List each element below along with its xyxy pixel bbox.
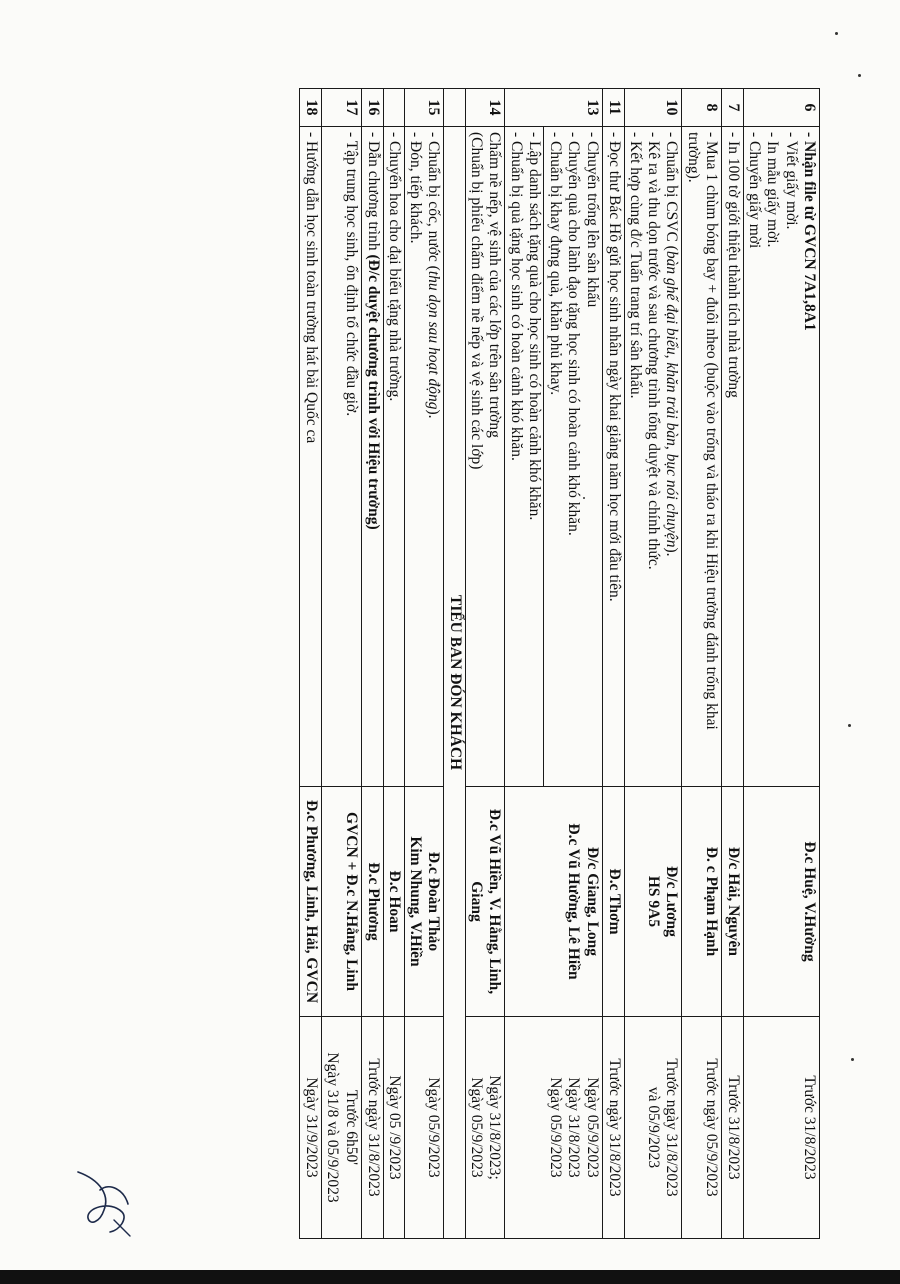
deadline-cell [300, 1017, 322, 1239]
deadline-text: Ngày 05/9/2023 [547, 1077, 565, 1178]
deadline-text: Trước ngày 31/8/2023 [663, 1058, 681, 1197]
table-row [383, 89, 404, 1239]
responsible-name: Đ/c Giang, Long [583, 847, 601, 956]
responsible-name: Đ/c Lương [663, 866, 681, 937]
deadline-text: Trước 6h50' [342, 1089, 360, 1166]
table-row [404, 89, 444, 1239]
assignment-table [299, 88, 820, 1239]
scan-speck [835, 32, 838, 35]
task-line: - Tập trung học sinh, ổn định tổ chức đầu giờ. [342, 132, 360, 417]
task-italic-note: thu dọn sau hoạt động [425, 270, 443, 410]
deadline-cell [743, 1017, 819, 1239]
table-row [465, 89, 505, 1239]
deadline-cell [505, 1017, 602, 1239]
responsible-name: GVCN + Đ.c N.Hằng, Linh [342, 812, 360, 991]
responsible-cell [722, 787, 744, 1017]
handwritten-signature [70, 1160, 140, 1240]
section-title: TIỂU BAN ĐÓN KHÁCH [444, 127, 465, 1239]
row-number: 15 [404, 89, 444, 127]
responsible-name: Đ.c Phương, Linh, Hải, GVCN [303, 799, 321, 1004]
deadline-text: Ngày 05/9/2023 [583, 1077, 601, 1178]
responsible-name: Đ.c Thơm [605, 868, 623, 935]
rotated-table-wrapper [110, 88, 820, 1238]
task-line: - Chuẩn bị quà tặng học sinh có hoàn cảnh khó khăn. [507, 132, 525, 461]
task-cell [743, 127, 819, 787]
responsible-cell [322, 787, 362, 1017]
row-number: 6 [743, 89, 819, 127]
task-cell [300, 127, 322, 787]
deadline-text: Ngày 31/8 và 05/9/2023 [324, 1052, 342, 1203]
responsible-cell [743, 787, 819, 1017]
row-number: 13 [505, 89, 602, 127]
row-number: 10 [624, 89, 682, 127]
responsible-name: Đ.c Phương [364, 862, 382, 941]
task-line: Chấm nề nếp, vệ sinh của các lớp trên sân trường [486, 132, 504, 438]
responsible-cell [602, 787, 624, 1017]
row-number: 11 [602, 89, 624, 127]
responsible-name: Kim Nhung, V.Hiền [407, 836, 425, 967]
scan-speck [858, 74, 861, 77]
deadline-cell [682, 1017, 722, 1239]
task-line: - Chuyển trống lên sân khấu [583, 132, 601, 308]
responsible-cell [465, 787, 505, 1017]
scan-speck [848, 724, 851, 727]
deadline-text: Trước 31/8/2023 [724, 1075, 742, 1180]
scan-speck [583, 497, 585, 499]
task-line: - Nhận file từ GVCN 7A1,8A1 [801, 132, 818, 331]
task-cell [602, 127, 624, 787]
deadline-text: Ngày 05/9/2023 [468, 1077, 486, 1178]
deadline-text: Ngày 31/8/2023; [486, 1075, 504, 1180]
deadline-cell [602, 1017, 624, 1239]
deadline-text: và 05/9/2023 [645, 1086, 663, 1169]
table-row [602, 89, 624, 1239]
task-bold-note: (Đ/c duyệt chương trình với Hiệu trưởng) [364, 254, 382, 530]
task-line: - Chuẩn bị CSVC (bàn ghế đại biểu, khăn trải bàn, bục nói chuyện). [663, 132, 681, 557]
task-line: - Chuyển hoa cho đại biểu tặng nhà trường. [385, 132, 403, 402]
task-cell [465, 127, 505, 787]
scan-speck [851, 1058, 854, 1061]
task-line: - Đọc thư Bác Hồ gửi học sinh nhân ngày khai giảng năm học mới đầu tiên. [605, 132, 623, 602]
task-line: - Đón, tiếp khách. [407, 132, 425, 244]
deadline-cell [322, 1017, 362, 1239]
responsible-cell [361, 787, 383, 1017]
row-number: 7 [722, 89, 744, 127]
task-cell [404, 127, 444, 787]
responsible-name: Đ. c Phạm Hạnh [703, 846, 720, 957]
responsible-name: HS 9A5 [645, 875, 663, 928]
task-cell [505, 127, 602, 787]
section-row [444, 89, 465, 1239]
deadline-text: Ngày 31/8/2023 [565, 1077, 583, 1178]
task-line: - Chuyển quà cho lãnh đạo tặng học sinh có hoàn cảnh khó khăn. [565, 132, 583, 536]
responsible-cell [383, 787, 404, 1017]
task-cell [682, 127, 722, 787]
responsible-name: Đ.c Vũ Hường, Lê Hiền [565, 823, 583, 980]
responsible-cell [624, 787, 682, 1017]
task-line: (Chuẩn bị phiếu chấm điểm nề nếp và vệ sinh các lớp) [468, 132, 486, 470]
task-cell [383, 127, 404, 787]
task-line: - Lập danh sách tặng quà cho học sinh có hoàn cảnh khó khăn. [525, 132, 543, 521]
table-row [322, 89, 362, 1239]
row-number: 18 [300, 89, 322, 127]
task-line: - Kê ra và thu dọn trước và sau chương trình tổng duyệt và chính thức. [645, 132, 663, 570]
task-cell [624, 127, 682, 787]
row-number: 8 [682, 89, 722, 127]
task-line: - Hướng dẫn học sinh toàn trường hát bài Quốc ca [303, 132, 321, 444]
row-number [383, 89, 404, 127]
table-row [300, 89, 322, 1239]
task-cell [322, 127, 362, 787]
sub-task-block [506, 127, 544, 786]
task-line: - Mua 1 chùm bóng bay + đuôi nheo (buộc vào trống và tháo ra khi Hiệu trưởng đánh trống khai trường). [684, 132, 720, 730]
task-line: - In 100 tờ giới thiệu thành tích nhà trường [724, 132, 742, 398]
table-body [300, 89, 820, 1239]
task-line: - Chuyển giấy mời [746, 132, 764, 249]
task-line: - In mẫu giấy mời. [764, 132, 782, 248]
responsible-cell [404, 787, 444, 1017]
responsible-cell [300, 787, 322, 1017]
row-number: 16 [361, 89, 383, 127]
deadline-cell [361, 1017, 383, 1239]
task-line: - Dẫn chương trình (Đ/c duyệt chương trình với Hiệu trưởng) [364, 132, 382, 530]
deadline-text: Ngày 31/9/2023 [303, 1077, 321, 1178]
responsible-cell [505, 787, 602, 1017]
task-italic-note: bàn ghế đại biểu, khăn trải bàn, bục nói chuyện [663, 250, 681, 548]
deadline-text: Trước 31/8/2023 [801, 1075, 818, 1180]
deadline-cell [465, 1017, 505, 1239]
task-cell [361, 127, 383, 787]
responsible-name: Đ.c Huệ, V.Hường [801, 841, 818, 962]
task-line: - Kết hợp cùng đ/c Tuấn trang trí sân khấu. [626, 132, 644, 399]
deadline-text: Ngày 05 /9/2023 [385, 1075, 403, 1180]
deadline-text: Ngày 05/9/2023 [425, 1077, 443, 1178]
responsible-name: Đ.c Vũ Hiền, V. Hằng, Linh, Giang [468, 808, 504, 995]
table-row [682, 89, 722, 1239]
deadline-cell [624, 1017, 682, 1239]
row-number: 17 [322, 89, 362, 127]
deadline-cell [722, 1017, 744, 1239]
section-spacer [444, 89, 465, 127]
responsible-cell [682, 787, 722, 1017]
table-row [743, 89, 819, 1239]
deadline-text: Trước ngày 31/8/2023 [605, 1058, 623, 1197]
table-row [361, 89, 383, 1239]
table-row [505, 89, 602, 1239]
deadline-cell [383, 1017, 404, 1239]
table-row [624, 89, 682, 1239]
table-row [722, 89, 744, 1239]
deadline-text: Trước ngày 05/9/2023 [703, 1058, 720, 1197]
task-cell [722, 127, 744, 787]
responsible-name: Đ.c Đoàn Thảo [425, 851, 443, 952]
responsible-name: Đ/c Hải, Nguyên [724, 847, 742, 956]
task-line: - Viết giấy mời. [782, 132, 800, 230]
row-number: 14 [465, 89, 505, 127]
task-line: - Chuẩn bị khay đựng quà, khăn phủ khay. [547, 132, 565, 396]
deadline-text: Trước ngày 31/8/2023 [364, 1058, 382, 1197]
responsible-name: Đ.c Hoan [385, 870, 403, 933]
task-line: - Chuẩn bị cốc, nước (thu dọn sau hoạt động). [425, 132, 443, 419]
deadline-cell [404, 1017, 444, 1239]
scan-border [0, 1270, 900, 1284]
